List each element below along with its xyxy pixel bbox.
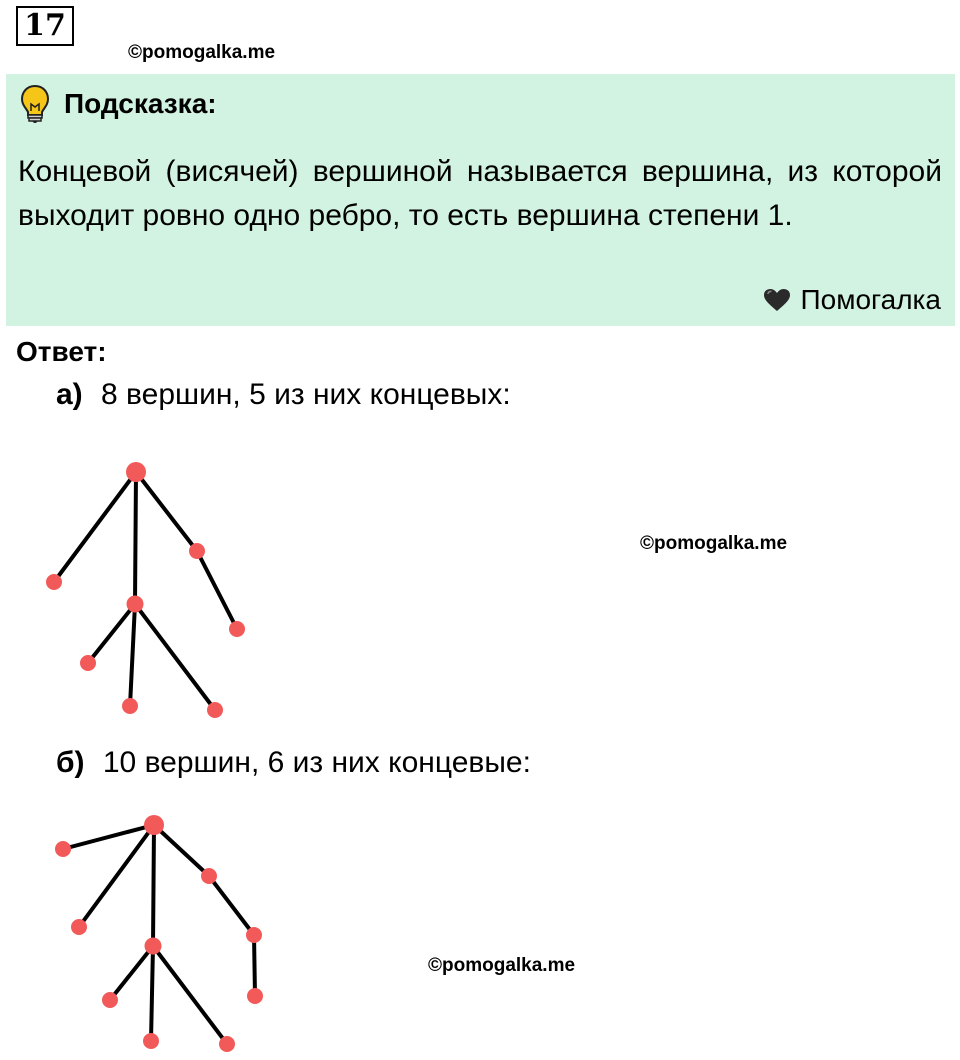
tree-b-vertex: [247, 988, 263, 1004]
tree-a-vertex: [46, 574, 62, 590]
tree-a-vertex: [207, 702, 223, 718]
tree-a-edge: [54, 472, 136, 582]
tree-b-vertex: [71, 919, 87, 935]
task-number: 17: [16, 6, 74, 46]
tree-a-edge: [130, 604, 135, 706]
tree-b-edge: [153, 825, 154, 946]
tree-a-vertex: [80, 655, 96, 671]
tree-b-vertex: [143, 1033, 159, 1049]
tree-a-edge: [88, 604, 135, 663]
hint-text: Концевой (висячей) вершиной называется вершина, из которой выходит ровно одно ребро, то есть вершина степени 1.: [18, 155, 942, 232]
tree-b: [55, 815, 263, 1052]
signature-text: Помогалка: [800, 284, 941, 315]
watermark-top: ©pomogalka.me: [128, 42, 276, 63]
hint-title: Подсказка:: [64, 88, 217, 119]
tree-b-edge: [209, 876, 254, 935]
tree-b-edge: [151, 946, 153, 1041]
tree-b-edge: [110, 946, 153, 1000]
tree-b-vertex: [102, 992, 118, 1008]
tree-a-vertex: [122, 698, 138, 714]
part-b-letter: б): [56, 746, 85, 779]
tree-a-vertex: [229, 621, 245, 637]
tree-b-vertex: [55, 841, 71, 857]
tree-b-edge: [154, 825, 209, 876]
tree-a: [46, 462, 245, 718]
tree-b-edge: [153, 946, 227, 1044]
tree-b-vertex: [246, 927, 262, 943]
watermark-bottom: ©pomogalka.me: [428, 955, 576, 976]
tree-b-vertex: [145, 938, 162, 955]
tree-b-vertex: [201, 868, 217, 884]
tree-b-root-vertex: [144, 815, 164, 835]
tree-a-edge: [136, 472, 197, 551]
tree-a-edge: [135, 604, 215, 710]
tree-a-edge: [197, 551, 237, 629]
tree-a-vertex: [189, 543, 205, 559]
tree-a-root-vertex: [126, 462, 146, 482]
part-a-text: 8 вершин, 5 из них концевых:: [101, 378, 511, 411]
tree-a-edge: [135, 472, 136, 604]
answer-label: Ответ:: [16, 336, 107, 367]
part-b-text: 10 вершин, 6 из них концевые:: [102, 746, 531, 779]
tree-b-edge: [254, 935, 255, 996]
tree-a-vertex: [127, 596, 144, 613]
tree-b-vertex: [219, 1036, 235, 1052]
part-a-letter: а): [56, 378, 83, 411]
watermark-middle: ©pomogalka.me: [640, 533, 788, 554]
